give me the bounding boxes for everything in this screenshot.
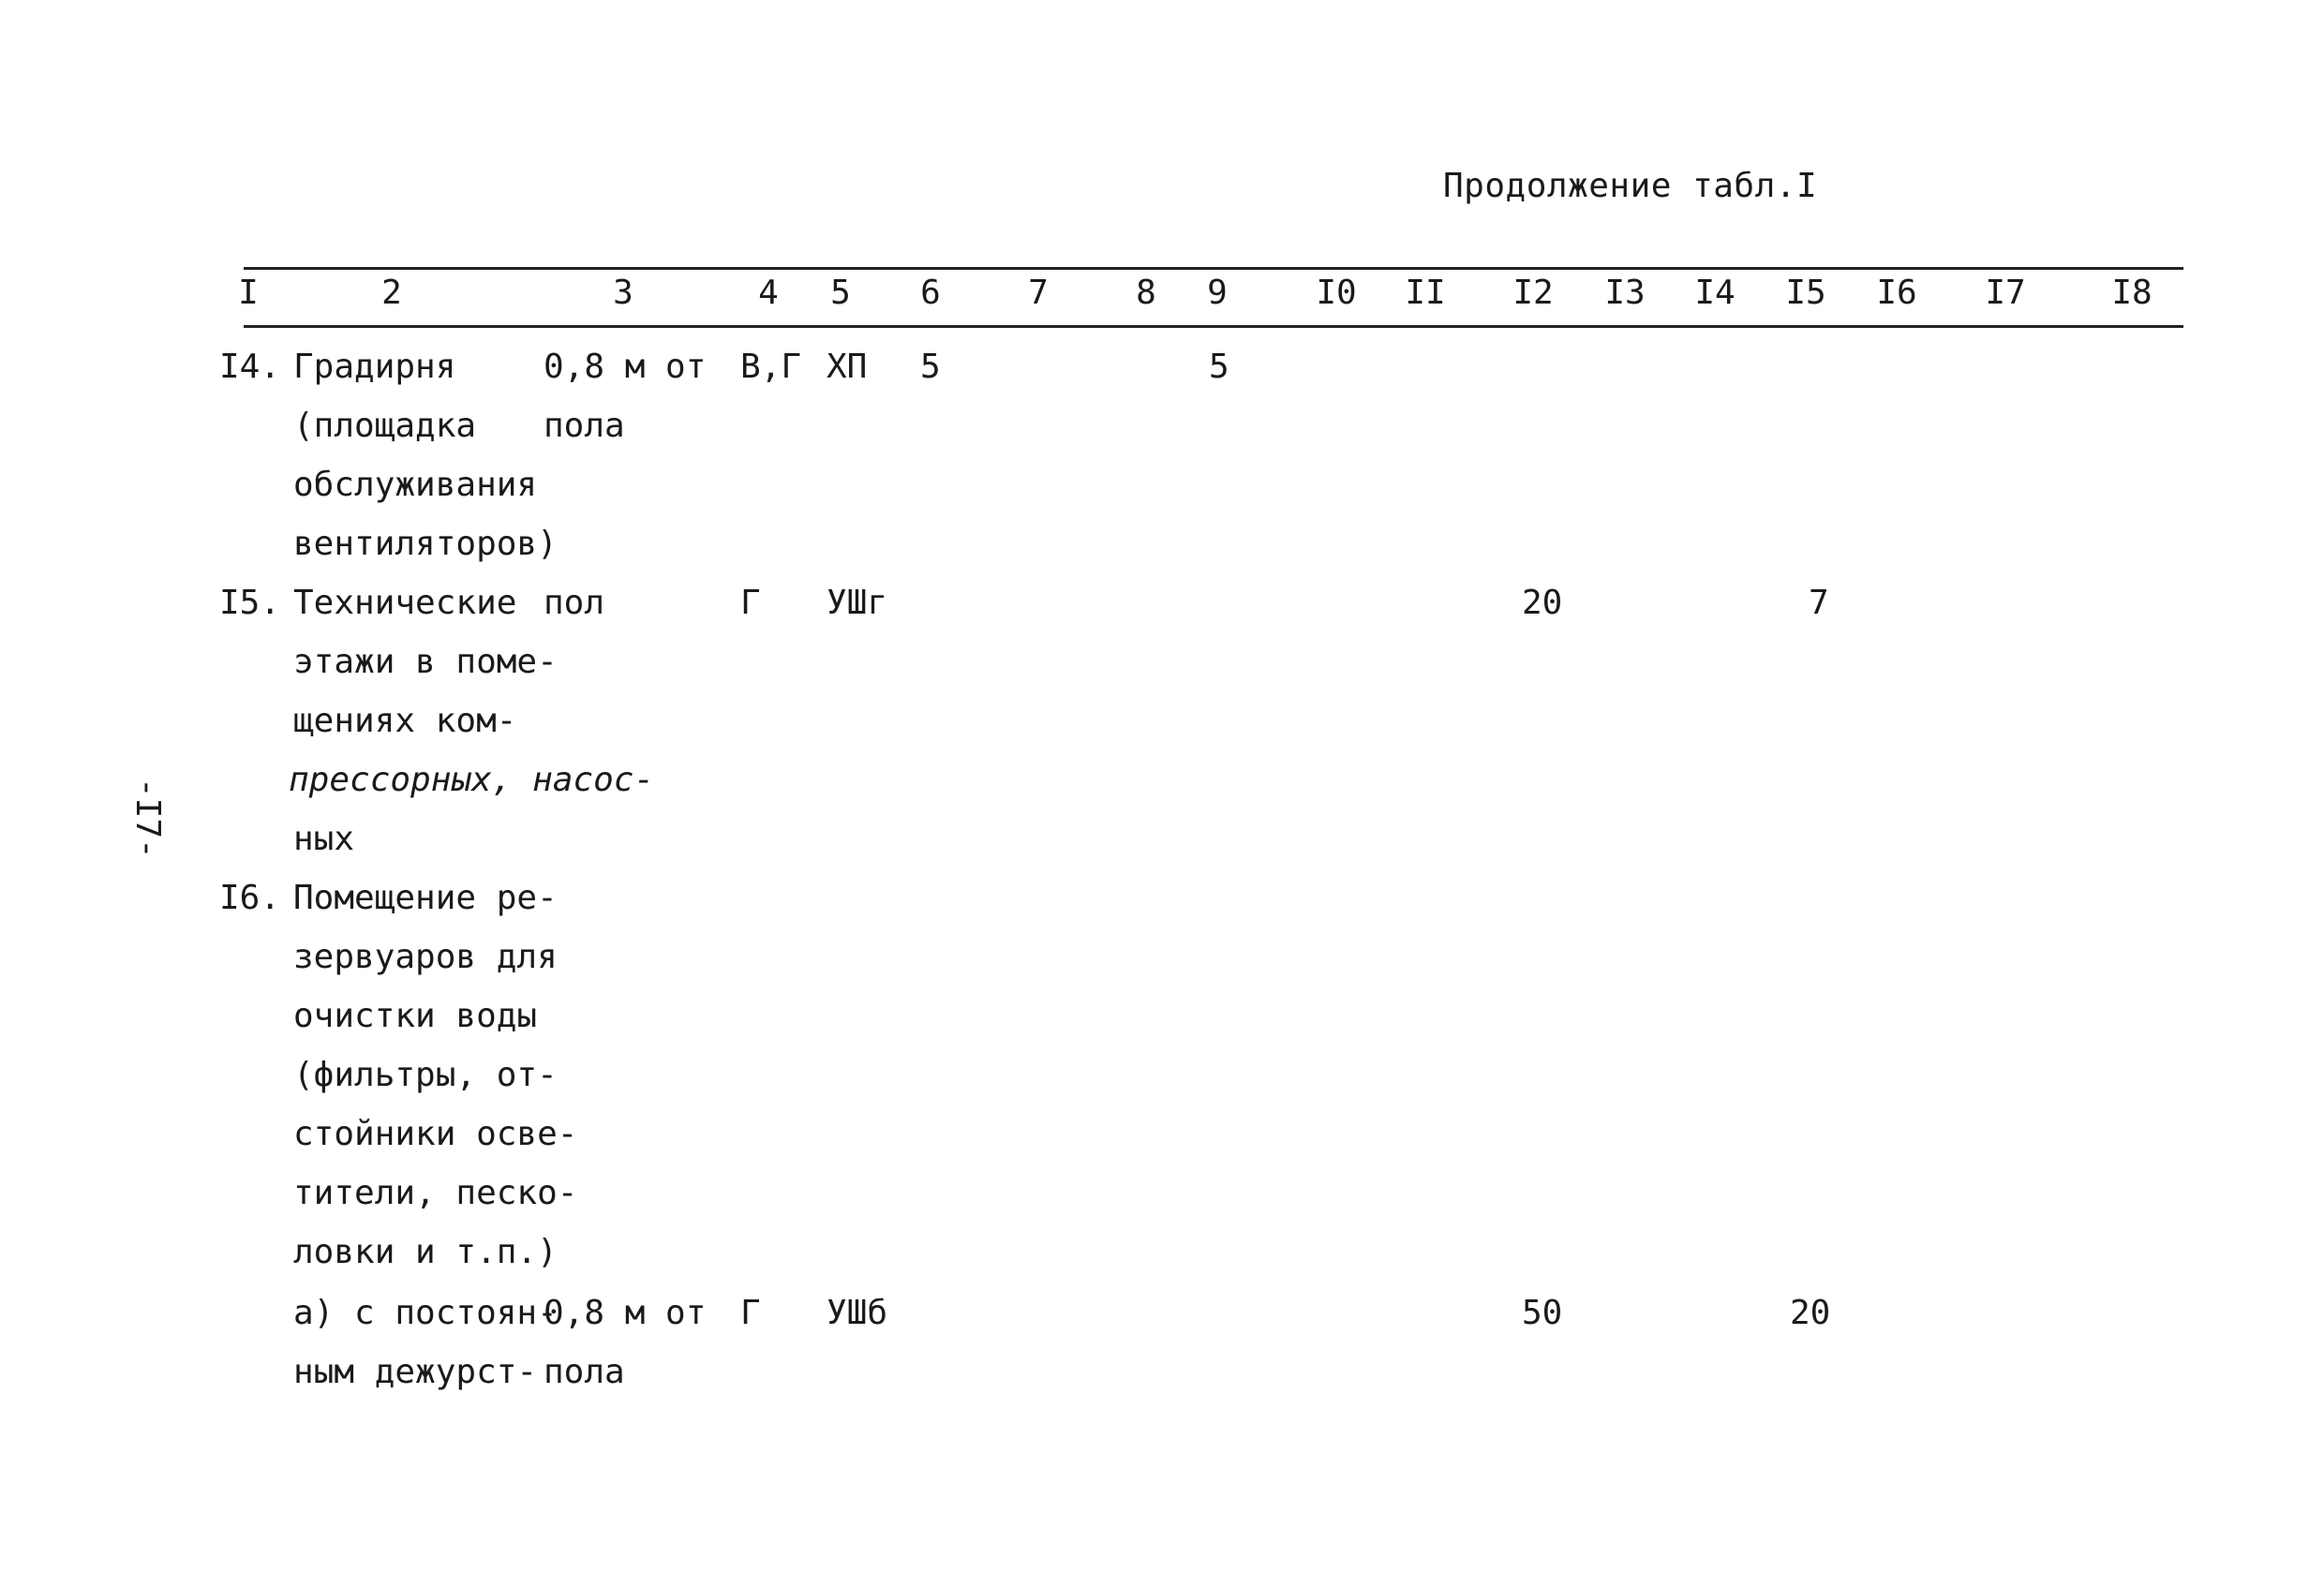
row-name-line: обслуживания [293,466,538,504]
cell-col9: 5 [1209,348,1229,386]
col-header-16: I6 [1876,274,1917,312]
row-name-line: щениях ком- [293,702,517,740]
cell-col15: 20 [1790,1294,1831,1332]
row-name-line: а) с постоян- [293,1294,558,1332]
table-continuation-caption: Продолжение табл.I [1443,167,1818,205]
col-header-12: I2 [1512,274,1554,312]
col-header-2: 2 [381,274,402,312]
col-header-11: II [1405,274,1446,312]
cell-col12: 20 [1522,584,1563,622]
cell-col5: ХП [827,348,868,386]
col-header-6: 6 [920,274,941,312]
col-header-3: 3 [613,274,633,312]
cell-col15: 7 [1809,584,1829,622]
row-name-line: стойники осве- [293,1115,578,1153]
cell-col3: 0,8 м от [544,1294,707,1332]
row-name-line: вентиляторов) [293,525,558,563]
row-name-line: очистки воды [293,997,538,1035]
cell-col3: пола [544,1353,625,1391]
cell-col5: УШг [827,584,888,622]
col-header-18: I8 [2111,274,2153,312]
col-header-7: 7 [1028,274,1049,312]
cell-col5: УШб [827,1294,888,1332]
header-top-rule [244,267,2183,270]
row-name-line: ных [293,820,355,858]
row-number: I6. [219,879,281,917]
cell-col12: 50 [1522,1294,1563,1332]
col-header-14: I4 [1694,274,1736,312]
col-header-10: I0 [1316,274,1357,312]
row-name-line: Градирня [293,348,456,386]
row-name-line: зервуаров для [293,938,558,976]
col-header-5: 5 [830,274,851,312]
cell-col6: 5 [920,348,941,386]
col-header-15: I5 [1785,274,1826,312]
col-header-1: I [238,274,259,312]
cell-col3: пола [544,407,625,445]
cell-col3: пол [544,584,605,622]
cell-col4: Г [740,1294,761,1332]
row-name-line: (площадка [293,407,477,445]
header-bottom-rule [244,325,2183,328]
cell-col3: 0,8 м от [544,348,707,386]
row-name-line: прессорных, насос- [289,761,655,799]
row-name-line: (фильтры, от- [293,1056,558,1094]
row-name-line: этажи в поме- [293,643,558,681]
row-name-line: ным дежурст- [293,1353,538,1391]
cell-col4: Г [740,584,761,622]
page-number: -I7- [128,778,167,859]
col-header-8: 8 [1136,274,1156,312]
col-header-4: 4 [758,274,779,312]
row-name-line: Технические [293,584,517,622]
cell-col4: В,Г [740,348,802,386]
col-header-9: 9 [1207,274,1228,312]
col-header-17: I7 [1985,274,2026,312]
row-name-line: Помещение ре- [293,879,558,917]
row-number: I4. [219,348,281,386]
row-name-line: ловки и т.п.) [293,1233,558,1271]
col-header-13: I3 [1604,274,1646,312]
row-number: I5. [219,584,281,622]
row-name-line: тители, песко- [293,1174,578,1212]
